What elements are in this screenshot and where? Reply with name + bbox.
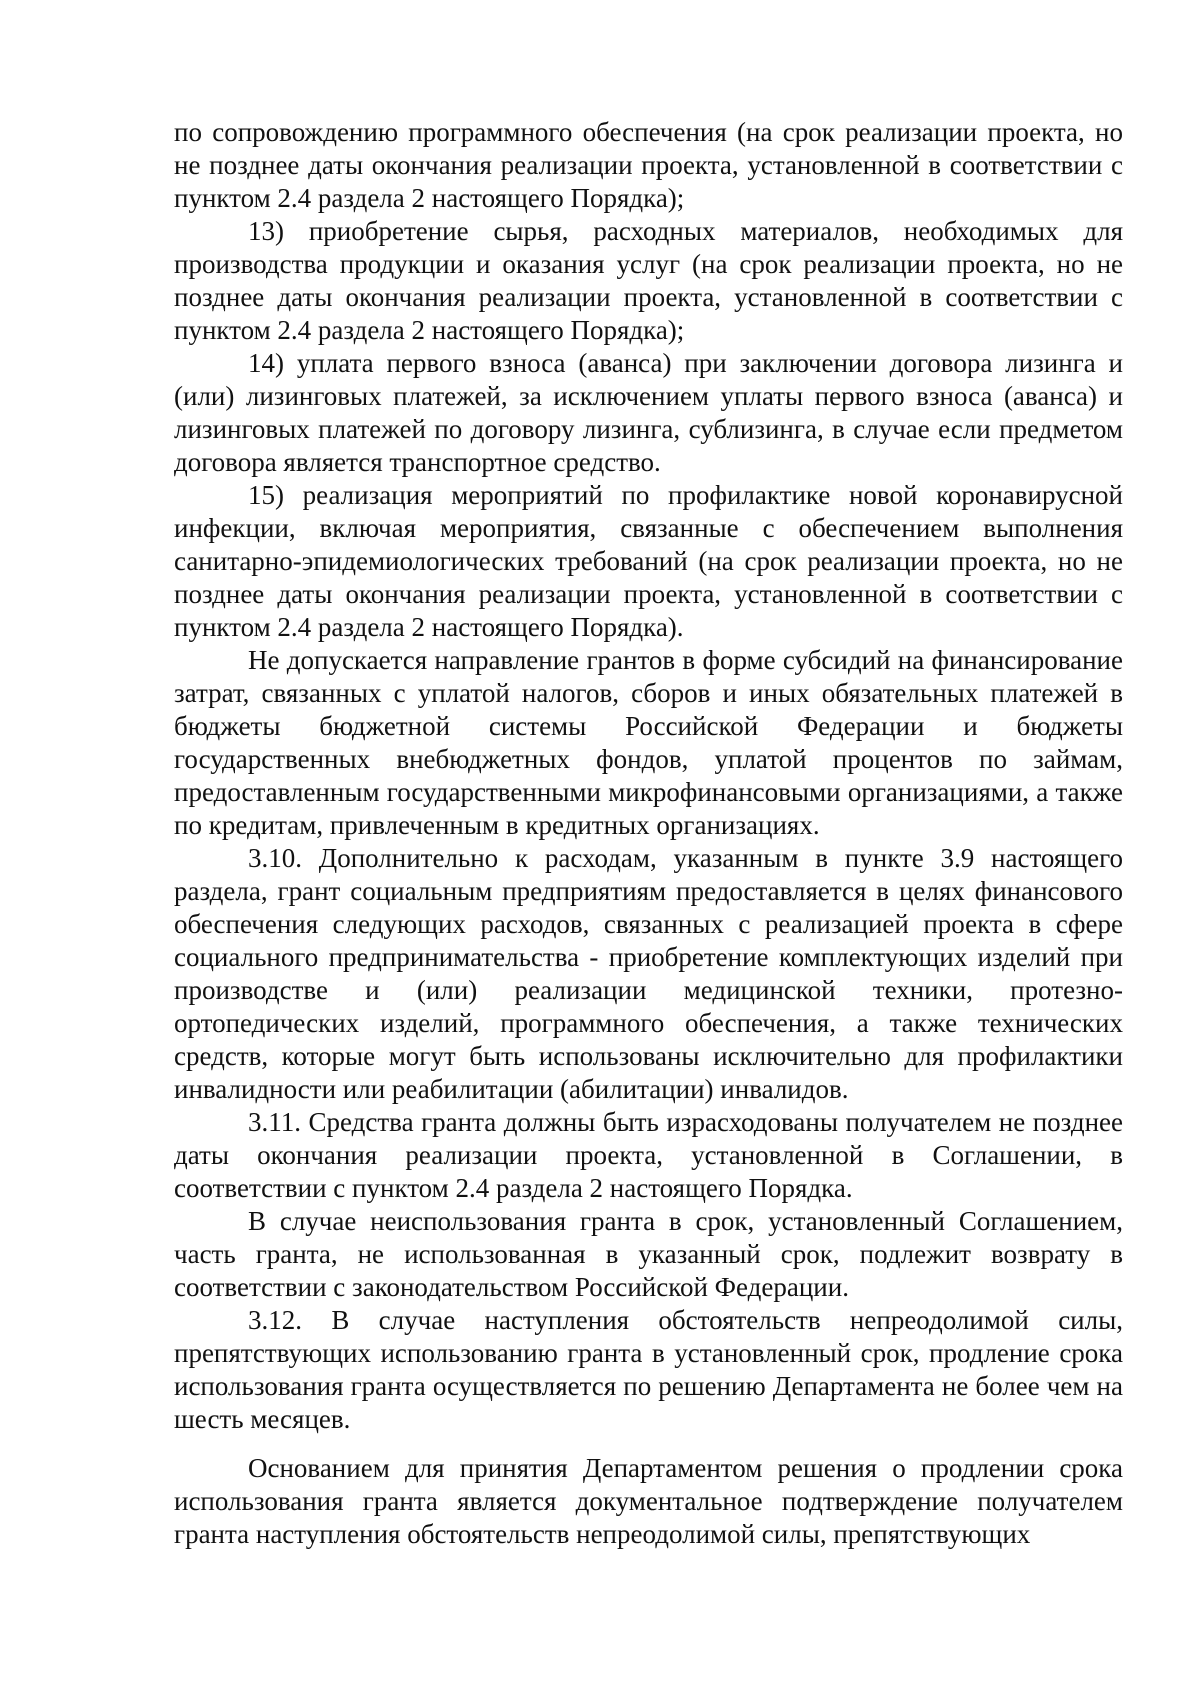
paragraph-3: 14) уплата первого взноса (аванса) при заключении договора лизинга и (или) лизинговых платежей, за исключением уплаты первого взноса (аванса) и лизинговых платежей по договору лизинга, сублизинга, в случае если предметом договора является транспортное средство. bbox=[174, 348, 1123, 477]
paragraph-1: по сопровождению программного обеспечения (на срок реализации проекта, но не позднее даты окончания реализации проекта, установленной в соответствии с пунктом 2.4 раздела 2 настоящего Порядка); bbox=[174, 117, 1123, 213]
paragraph-10: Основанием для принятия Департаментом решения о продлении срока использования гранта является документальное подтверждение получателем гранта наступления обстоятельств непреодолимой силы, препятствующих bbox=[174, 1453, 1123, 1549]
paragraph-5: Не допускается направление грантов в форме субсидий на финансирование затрат, связанных с уплатой налогов, сборов и иных обязательных платежей в бюджеты бюджетной системы Российской Федерации и бюджеты государственных внебюджетных фондов, уплатой процентов по займам, предоставленным государственными микрофинансовыми организациями, а также по кредитам, привлеченным в кредитных организациях. bbox=[174, 645, 1123, 840]
paragraph-6: 3.10. Дополнительно к расходам, указанным в пункте 3.9 настоящего раздела, грант социальным предприятиям предоставляется в целях финансового обеспечения следующих расходов, связанных с реализацией проекта в сфере социального предпринимательства - приобретение комплектующих изделий при производстве и (или) реализации медицинской техники, протезно-ортопедических изделий, программного обеспечения, а также технических средств, которые могут быть использованы исключительно для профилактики инвалидности или реабилитации (абилитации) инвалидов. bbox=[174, 843, 1123, 1104]
paragraph-9: 3.12. В случае наступления обстоятельств непреодолимой силы, препятствующих использованию гранта в установленный срок, продление срока использования гранта осуществляется по решению Департамента не более чем на шесть месяцев. bbox=[174, 1305, 1123, 1434]
paragraph-2: 13) приобретение сырья, расходных материалов, необходимых для производства продукции и оказания услуг (на срок реализации проекта, но не позднее даты окончания реализации проекта, установленной в соответствии с пунктом 2.4 раздела 2 настоящего Порядка); bbox=[174, 216, 1123, 345]
paragraph-4: 15) реализация мероприятий по профилактике новой коронавирусной инфекции, включая мероприятия, связанные с обеспечением выполнения санитарно-эпидемиологических требований (на срок реализации проекта, но не позднее даты окончания реализации проекта, установленной в соответствии с пунктом 2.4 раздела 2 настоящего Порядка). bbox=[174, 480, 1123, 642]
paragraph-7: 3.11. Средства гранта должны быть израсходованы получателем не позднее даты окончания реализации проекта, установленной в Соглашении, в соответствии с пунктом 2.4 раздела 2 настоящего Порядка. bbox=[174, 1107, 1123, 1203]
paragraph-8: В случае неиспользования гранта в срок, установленный Соглашением, часть гранта, не использованная в указанный срок, подлежит возврату в соответствии с законодательством Российской Федерации. bbox=[174, 1206, 1123, 1302]
document-page bbox=[174, 116, 1123, 1551]
